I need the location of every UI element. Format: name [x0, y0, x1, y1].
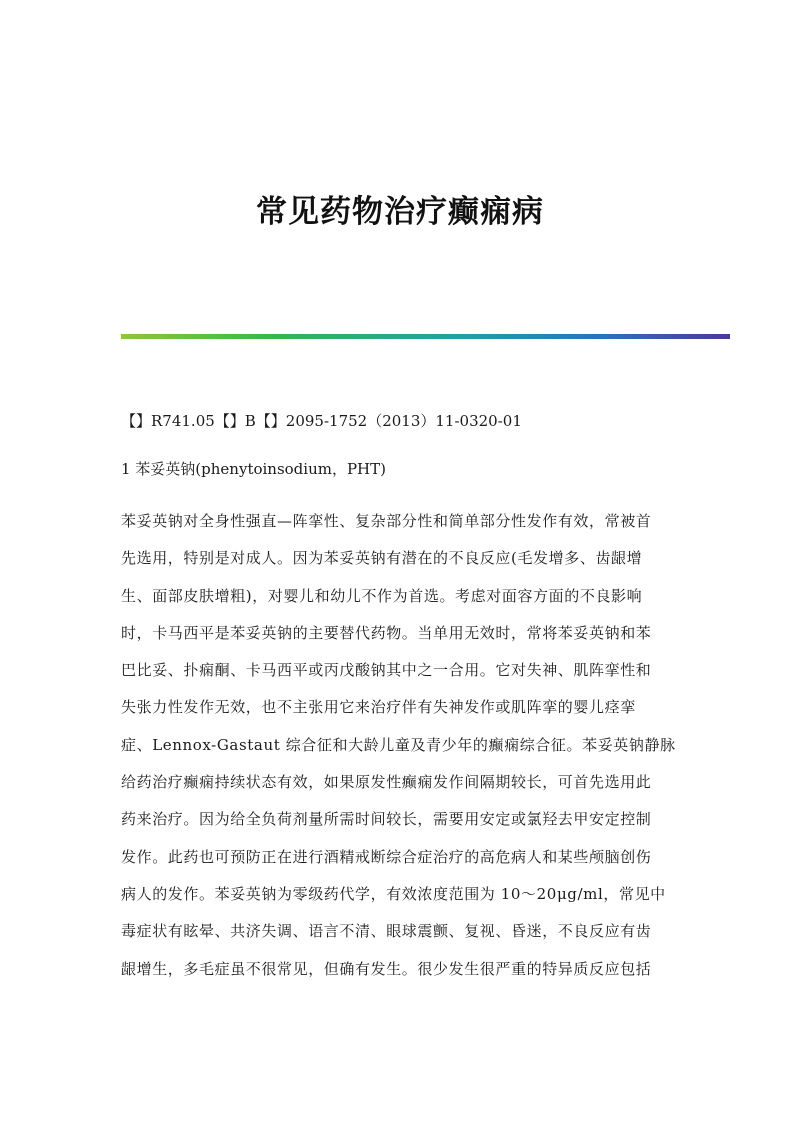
- paragraph-line: 龈增生，多毛症虽不很常见，但确有发生。很少发生很严重的特异质反应包括: [121, 959, 652, 978]
- paragraph-line: 生、面部皮肤增粗)，对婴儿和幼儿不作为首选。考虑对面容方面的不良影响: [121, 586, 643, 605]
- classification-line: 【】R741.05【】B【】2095-1752（2013）11-0320-01: [121, 412, 522, 430]
- paragraph-line: 苯妥英钠对全身性强直—阵挛性、复杂部分性和简单部分性发作有效，常被首: [121, 512, 652, 530]
- paragraph-line: 给药治疗癫痫持续状态有效，如果原发性癫痫发作间隔期较长，可首先选用此: [121, 773, 652, 792]
- paragraph-line: 先选用，特别是对成人。因为苯妥英钠有潜在的不良反应(毛发增多、齿龈增: [121, 549, 643, 568]
- document-title: 常见药物治疗癫痫病: [256, 194, 544, 230]
- section-heading: 1 苯妥英钠(phenytoinsodium，PHT): [121, 460, 386, 478]
- paragraph-line: 症、Lennox-Gastaut 综合征和大龄儿童及青少年的癫痫综合征。苯妥英钠静脉: [121, 735, 676, 754]
- paragraph-line: 病人的发作。苯妥英钠为零级药代学，有效浓度范围为 10～20μg/ml，常见中: [121, 884, 666, 903]
- paragraph-line: 发作。此药也可预防正在进行酒精戒断综合症治疗的高危病人和某些颅脑创伤: [121, 847, 652, 866]
- paragraph-line: 巴比妥、扑痫酮、卡马西平或丙戊酸钠其中之一合用。它对失神、肌阵挛性和: [121, 661, 652, 680]
- paragraph-line: 时，卡马西平是苯妥英钠的主要替代药物。当单用无效时，常将苯妥英钠和苯: [121, 623, 652, 642]
- paragraph-line: 药来治疗。因为给全负荷剂量所需时间较长，需要用安定或氯羟去甲安定控制: [121, 810, 652, 829]
- body-paragraph: [121, 510, 681, 995]
- paragraph-line: 毒症状有眩晕、共济失调、语言不清、眼球震颤、复视、昏迷，不良反应有齿: [121, 922, 652, 941]
- gradient-divider: [121, 334, 730, 339]
- paragraph-line: 失张力性发作无效，也不主张用它来治疗伴有失神发作或肌阵挛的婴儿痉挛: [121, 698, 636, 717]
